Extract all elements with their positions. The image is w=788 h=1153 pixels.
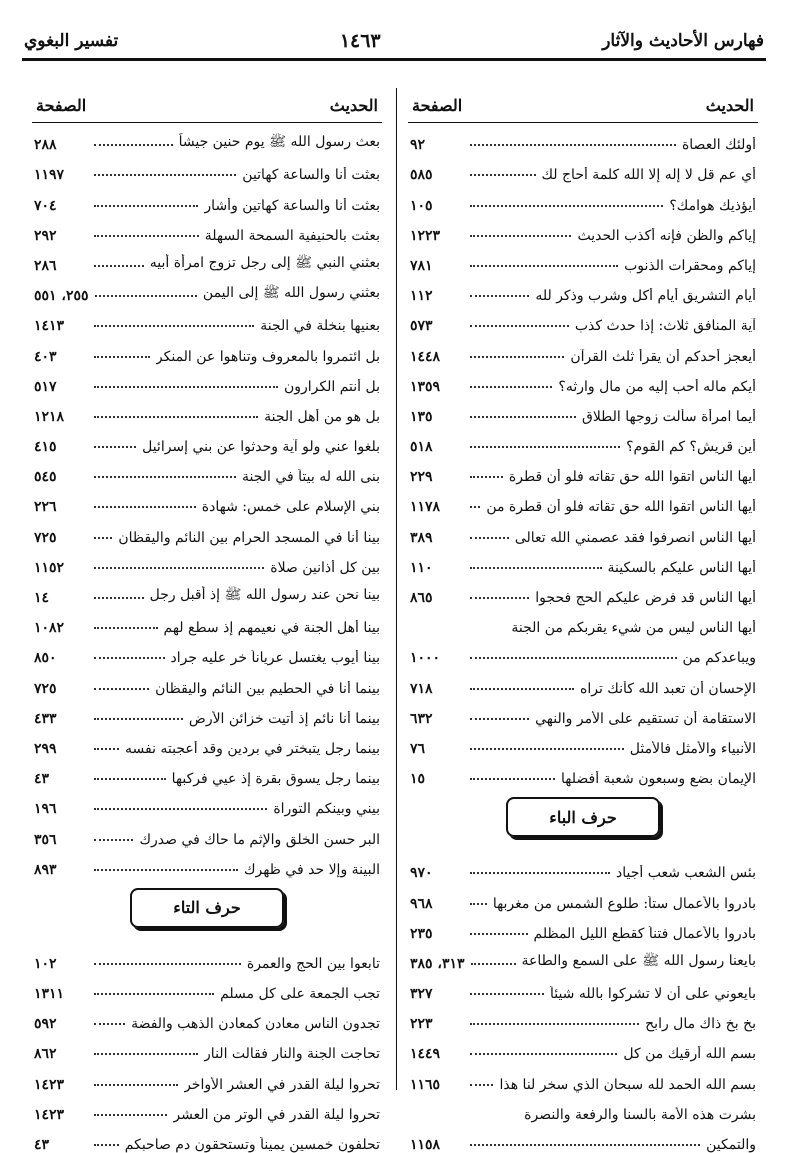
- index-entry: [408, 851, 758, 881]
- dot-leader: [94, 265, 144, 267]
- page-ref: ١١٠: [410, 559, 433, 576]
- page-ref: ١٠٢: [34, 955, 57, 972]
- index-entry: [408, 1002, 758, 1032]
- hadith-text: أيها الناس اتقوا الله حق تقاته فلو أن قطرة من: [486, 499, 756, 516]
- hadith-text: أي عم قل لا إله إلا الله كلمة أحاج لك: [541, 167, 756, 184]
- dot-leader: [94, 627, 158, 629]
- hadith-text: تحلفون خمسين يميناً وتستحقون دم صاحبكم: [124, 1137, 380, 1153]
- index-entry: [408, 395, 758, 425]
- hadith-text: أيؤذيك هوامك؟: [669, 197, 756, 214]
- index-entry: [32, 1062, 382, 1092]
- index-title: فهارس الأحاديث والآثار: [602, 31, 764, 51]
- dot-leader: [470, 993, 544, 995]
- index-entry: [32, 214, 382, 244]
- page-ref: ٢٩٢: [34, 227, 57, 244]
- page-ref: ٨٦٢: [34, 1046, 57, 1063]
- page-ref: ٤٣: [34, 1137, 50, 1153]
- column-header: [32, 88, 382, 123]
- page-ref: ٧٠٤: [34, 197, 57, 214]
- dot-leader: [470, 1084, 493, 1086]
- entry-list: [408, 851, 758, 1153]
- dot-leader: [470, 597, 529, 599]
- hadith-text: الاستقامة أن تستقيم على الأمر والنهي: [535, 710, 756, 727]
- page-number: ١٤٦٣: [339, 30, 381, 52]
- page-ref: ٧٢٥: [34, 529, 57, 546]
- dot-leader: [470, 325, 569, 327]
- dot-leader: [470, 1144, 700, 1146]
- page-ref: ١٤٤٩: [410, 1046, 441, 1063]
- index-entry: [32, 395, 382, 425]
- page-header: [24, 26, 764, 56]
- entry-list: [32, 942, 382, 1153]
- index-entry: [408, 153, 758, 183]
- dot-leader: [94, 476, 236, 478]
- page-ref: ١٩٦: [34, 801, 57, 818]
- index-entry: [408, 244, 758, 274]
- dot-leader: [470, 476, 503, 478]
- dot-leader: [94, 1114, 167, 1116]
- dot-leader: [94, 1084, 178, 1086]
- index-entry: [408, 757, 758, 787]
- page-ref: ٩٦٨: [410, 895, 433, 912]
- dot-leader: [94, 446, 136, 448]
- dot-leader: [470, 446, 620, 448]
- page-ref: ٥٤٥: [34, 469, 57, 486]
- dot-leader: [470, 506, 480, 508]
- dot-leader: [94, 1053, 198, 1055]
- index-entry: [32, 1002, 382, 1032]
- section-heading: [130, 888, 284, 928]
- index-entry: [32, 757, 382, 787]
- page-ref: ٥٧٣: [410, 318, 433, 335]
- dot-leader: [470, 1053, 617, 1055]
- page-ref: ٢٢٣: [410, 1016, 433, 1033]
- hadith-text: بينما رجل يتبختر في بردين وقد أعجبته نفسه: [125, 740, 380, 757]
- page-ref: ٤٣٣: [34, 710, 57, 727]
- hadith-text: أيكم ماله أحب إليه من مال وارثه؟: [558, 378, 756, 395]
- dot-leader: [94, 1023, 125, 1025]
- dot-leader: [94, 235, 199, 237]
- index-entry: [408, 576, 758, 606]
- index-entry: [32, 972, 382, 1002]
- hadith-text: تجب الجمعة على كل مسلم: [220, 986, 380, 1003]
- dot-leader: [94, 657, 165, 659]
- hadith-text: البر حسن الخلق والإثم ما حاك في صدرك: [139, 831, 380, 848]
- page-ref: ١٣٥: [410, 408, 433, 425]
- index-entry: [408, 546, 758, 576]
- dot-leader: [470, 174, 536, 176]
- entry-list: [408, 123, 758, 787]
- dot-leader: [94, 416, 258, 418]
- index-entry: [408, 365, 758, 395]
- index-entry: [32, 1032, 382, 1062]
- dot-leader: [94, 993, 214, 995]
- dot-leader: [470, 872, 610, 874]
- index-entry: [32, 817, 382, 847]
- page-ref: ٧٦: [410, 740, 426, 757]
- page-ref: ١٤٤٨: [410, 348, 441, 365]
- dot-leader: [94, 839, 133, 841]
- index-entry: [408, 697, 758, 727]
- page-ref: ١١٦٥: [410, 1076, 441, 1093]
- hadith-text: بسم الله الحمد لله سبحان الذي سخر لنا هذا: [499, 1076, 756, 1093]
- page-ref: ٩٧٠: [410, 865, 433, 882]
- hadith-text: آية المنافق ثلاث: إذا حدث كذب: [574, 318, 756, 335]
- index-entry: [408, 912, 758, 942]
- hadith-text: بادروا بالأعمال ستاً: طلوع الشمس من مغربها: [492, 895, 756, 912]
- page-ref: ٦٣٢: [410, 710, 433, 727]
- page-ref: ١٤٢٣: [34, 1106, 65, 1123]
- index-entry: [32, 455, 382, 485]
- dot-leader: [470, 903, 487, 905]
- index-entry: [408, 972, 758, 1002]
- index-entry: [32, 546, 382, 576]
- hadith-text: بعث رسول الله ﷺ يوم حنين جيشاً: [178, 134, 380, 151]
- hadith-text: بادروا بالأعمال فتناً كقطع الليل المظلم: [533, 925, 756, 942]
- page-ref: ٢٣٥: [410, 925, 433, 942]
- hadith-text: تابعوا بين الحج والعمرة: [246, 955, 380, 972]
- hadith-text: بخ بخ ذاك مال رابح: [645, 1016, 756, 1033]
- page-ref: ١٣٥٩: [410, 378, 441, 395]
- dot-leader: [470, 295, 529, 297]
- hadith-text: بل ائتمروا بالمعروف وتناهوا عن المنكر: [155, 348, 380, 365]
- hadith-text: الإيمان بضع وسبعون شعبة أفضلها: [561, 771, 756, 788]
- index-entry: [32, 636, 382, 666]
- page-ref: ٤٣: [34, 771, 50, 788]
- hadith-text: بينما أنا في الحطيم بين النائم واليقظان: [155, 680, 380, 697]
- book-title: تفسير البغوي: [24, 31, 119, 51]
- hadith-label: الحديث: [705, 95, 754, 115]
- index-entry: [408, 123, 758, 153]
- dot-leader: [95, 295, 197, 297]
- index-entry: [408, 274, 758, 304]
- hadith-text: بني الإسلام على خمس: شهادة: [201, 499, 380, 516]
- column-divider: [396, 88, 397, 1090]
- hadith-text: بسم الله أرقيك من كل: [623, 1046, 756, 1063]
- dot-leader: [470, 748, 624, 750]
- index-entry: [32, 576, 382, 606]
- index-entry: [408, 183, 758, 213]
- dot-leader: [470, 567, 602, 569]
- hadith-text: بعنيها بنخلة في الجنة: [260, 318, 380, 335]
- hadith-text: بينا أهل الجنة في نعيمهم إذ سطع لهم: [163, 620, 380, 637]
- page-ref: ١٤: [34, 590, 50, 606]
- dot-leader: [94, 506, 196, 508]
- hadith-text: بايعوني على أن لا تشركوا بالله شيئاً: [549, 986, 756, 1003]
- page-ref: ٢٢٩: [410, 469, 433, 486]
- index-entry: [32, 515, 382, 545]
- section-title: حرف التاء: [173, 898, 241, 918]
- page-ref: ٣٥٦: [34, 831, 57, 848]
- hadith-text: أيها الناس انصرفوا فقد عصمني الله تعالى: [514, 529, 756, 546]
- index-entry: [32, 334, 382, 364]
- dot-leader: [470, 416, 576, 418]
- header-rule: [22, 58, 766, 61]
- dot-leader: [94, 386, 278, 388]
- index-entry: [408, 304, 758, 334]
- dot-leader: [470, 688, 574, 690]
- hadith-text: تحروا ليلة القدر في العشر الأواخر: [184, 1076, 380, 1093]
- page-ref: ١١٧٨: [410, 499, 441, 516]
- dot-leader: [94, 688, 149, 690]
- page-ref: ١١٩٧: [34, 167, 65, 184]
- page-ref: ٥١٨: [410, 439, 433, 456]
- hadith-text: أيام التشريق أيام أكل وشرب وذكر لله: [535, 288, 756, 305]
- dot-leader: [470, 537, 509, 539]
- page-ref: ٥١٧: [34, 378, 57, 395]
- hadith-label: الحديث: [329, 95, 378, 115]
- index-entry: [408, 606, 758, 636]
- dot-leader: [470, 356, 564, 358]
- hadith-text: بيني وبينكم التوراة: [273, 801, 380, 818]
- index-entry: [32, 727, 382, 757]
- hadith-text: ويباعدكم من: [682, 650, 756, 667]
- index-entry: [408, 727, 758, 757]
- page-ref: ١٠٥: [410, 197, 433, 214]
- dot-leader: [94, 205, 198, 207]
- page-ref: ٧١٨: [410, 680, 433, 697]
- page-ref: ٨٦٥: [410, 590, 433, 606]
- hadith-text: أيها الناس اتقوا الله حق تقاته فلو أن قطرة: [508, 469, 756, 486]
- hadith-text: بعثت بالحنيفية السمحة السهلة: [204, 227, 380, 244]
- page-ref: ٧٨١: [410, 257, 433, 274]
- hadith-text: إياكم ومحقرات الذنوب: [624, 257, 756, 274]
- hadith-text: أيما امرأة سألت زوجها الطلاق: [581, 408, 756, 425]
- index-entry: [32, 244, 382, 274]
- dot-leader: [470, 1023, 639, 1025]
- index-entry: [408, 1032, 758, 1062]
- page-ref: ١٢١٨: [34, 408, 65, 425]
- index-entry: [32, 304, 382, 334]
- page-ref: ٢٢٦: [34, 499, 57, 516]
- page-ref: ٣٨٩: [410, 529, 433, 546]
- index-entry: [408, 881, 758, 911]
- section-title: حرف الباء: [549, 807, 617, 827]
- index-entry: [32, 485, 382, 515]
- dot-leader: [94, 963, 241, 965]
- hadith-text: بشرت هذه الأمة بالسنا والرفعة والنصرة: [524, 1106, 756, 1123]
- index-entry: [408, 1062, 758, 1092]
- hadith-text: بئس الشعب شعب أجياد: [616, 865, 756, 882]
- dot-leader: [94, 1144, 119, 1146]
- dot-leader: [94, 325, 254, 327]
- index-entry: [408, 334, 758, 364]
- right-column: [408, 88, 758, 1153]
- page-ref: ٢٩٩: [34, 740, 57, 757]
- hadith-text: أولئك العصاة: [681, 137, 756, 154]
- index-entry: [32, 274, 382, 304]
- index-entry: [32, 666, 382, 696]
- left-column: [32, 88, 382, 1153]
- index-entry: [32, 697, 382, 727]
- page-ref: ١٤٢٣: [34, 1076, 65, 1093]
- page-ref: ١٠٠٠: [410, 650, 441, 667]
- dot-leader: [470, 933, 528, 935]
- hadith-text: بعثني رسول الله ﷺ إلى اليمن: [202, 285, 380, 302]
- page-ref: ٩٢: [410, 137, 426, 154]
- hadith-text: بعثت أنا والساعة كهاتين وأشار: [204, 197, 380, 214]
- dot-leader: [94, 597, 144, 599]
- hadith-text: الأنبياء والأمثل فالأمثل: [629, 740, 756, 757]
- dot-leader: [94, 174, 236, 176]
- hadith-text: تحروا ليلة القدر في الوتر من العشر: [173, 1106, 380, 1123]
- page-ref: ١١٥٨: [410, 1137, 441, 1153]
- index-entry: [32, 787, 382, 817]
- page-ref: ٤١٥: [34, 439, 57, 456]
- dot-leader: [470, 205, 663, 207]
- hadith-text: بينا أيوب يغتسل عرياناً خر عليه جراد: [170, 650, 380, 667]
- index-entry: [32, 1093, 382, 1123]
- hadith-text: أيعجز أحدكم أن يقرأ ثلث القرآن: [570, 348, 756, 365]
- index-entry: [32, 942, 382, 972]
- page-ref: ١١٥٢: [34, 559, 65, 576]
- page-ref: ٥٩٢: [34, 1016, 57, 1033]
- page-ref: ٤٠٣: [34, 348, 57, 365]
- hadith-text: الإحسان أن تعبد الله كأنك تراه: [580, 680, 756, 697]
- page-ref: ١٥: [410, 771, 426, 788]
- hadith-text: أيها الناس قد فرض عليكم الحج فحجوا: [535, 590, 756, 606]
- page-label: الصفحة: [412, 95, 463, 115]
- hadith-text: بايعنا رسول الله ﷺ على السمع والطاعة: [521, 952, 756, 969]
- page-ref: ٢٥٥، ٥٥١: [34, 288, 89, 305]
- page-label: الصفحة: [36, 95, 87, 115]
- hadith-text: بعثني النبي ﷺ إلى رجل تزوج امرأة أبيه: [149, 254, 380, 271]
- dot-leader: [470, 778, 555, 780]
- hadith-text: إياكم والظن فإنه أكذب الحديث: [577, 227, 756, 244]
- dot-leader: [94, 356, 150, 358]
- hadith-text: بينا أنا في المسجد الحرام بين النائم واليقظان: [118, 529, 380, 546]
- page-ref: ٧٢٥: [34, 680, 57, 697]
- dot-leader: [94, 718, 183, 720]
- hadith-text: بينما أنا نائم إذ أتيت خزائن الأرض: [188, 710, 380, 727]
- dot-leader: [94, 537, 112, 539]
- page-ref: ٣٢٧: [410, 986, 433, 1003]
- index-entry: [408, 515, 758, 545]
- hadith-text: أيها الناس ليس من شيء يقربكم من الجنة: [511, 620, 756, 637]
- index-entry: [32, 183, 382, 213]
- dot-leader: [94, 778, 166, 780]
- hadith-text: بعثت أنا والساعة كهاتين: [242, 167, 380, 184]
- page-ref: ٢٨٦: [34, 257, 57, 274]
- hadith-text: بينما رجل يسوق بقرة إذ عيي فركبها: [171, 771, 380, 788]
- page-ref: ١١٢: [410, 288, 433, 305]
- index-entry: [408, 425, 758, 455]
- hadith-text: بل أنتم الكرارون: [283, 378, 380, 395]
- hadith-text: بين كل أذانين صلاة: [270, 559, 380, 576]
- index-entry: [32, 153, 382, 183]
- index-entry: [408, 942, 758, 972]
- hadith-text: أيها الناس عليكم بالسكينة: [607, 559, 756, 576]
- index-entry: [408, 455, 758, 485]
- page-ref: ١٤١٣: [34, 318, 65, 335]
- page-ref: ٥٨٥: [410, 167, 433, 184]
- index-entry: [32, 425, 382, 455]
- page-ref: ١٠٨٢: [34, 620, 65, 637]
- page-ref: ٣١٣، ٣٨٥: [410, 955, 465, 972]
- hadith-text: بنى الله له بيتاً في الجنة: [241, 469, 380, 486]
- index-entry: [408, 666, 758, 696]
- page-ref: ٨٩٣: [34, 861, 57, 878]
- index-entry: [32, 123, 382, 153]
- page-ref: ٢٨٨: [34, 137, 57, 154]
- hadith-text: البينة وإلا حد في ظهرك: [244, 861, 380, 878]
- hadith-text: بينا نحن عند رسول الله ﷺ إذ أقبل رجل: [149, 587, 380, 603]
- dot-leader: [470, 657, 677, 659]
- dot-leader: [470, 235, 571, 237]
- dot-leader: [470, 265, 618, 267]
- dot-leader: [94, 869, 238, 871]
- column-header: [408, 88, 758, 123]
- hadith-text: والتمكين: [706, 1137, 756, 1153]
- index-entry: [32, 606, 382, 636]
- index-entry: [408, 485, 758, 515]
- index-entry: [32, 365, 382, 395]
- index-entry: [408, 1123, 758, 1153]
- hadith-text: بل هو من أهل الجنة: [264, 408, 380, 425]
- page-ref: ١٣١١: [34, 986, 65, 1003]
- dot-leader: [470, 144, 676, 146]
- dot-leader: [471, 963, 516, 965]
- dot-leader: [470, 718, 529, 720]
- index-entry: [408, 214, 758, 244]
- entry-list: [32, 123, 382, 878]
- index-entry: [32, 1123, 382, 1153]
- dot-leader: [94, 144, 173, 146]
- dot-leader: [94, 748, 119, 750]
- section-heading: [506, 797, 660, 837]
- index-entry: [408, 636, 758, 666]
- dot-leader: [94, 808, 267, 810]
- index-entry: [408, 1093, 758, 1123]
- index-entry: [32, 848, 382, 878]
- hadith-text: تجدون الناس معادن كمعادن الذهب والفضة: [131, 1016, 380, 1033]
- page-ref: ٨٥٠: [34, 650, 57, 667]
- hadith-text: أين قريش؟ كم القوم؟: [626, 439, 756, 456]
- hadith-text: بلغوا عني ولو آية وحدثوا عن بني إسرائيل: [142, 439, 380, 456]
- dot-leader: [470, 386, 552, 388]
- hadith-text: تحاجت الجنة والنار فقالت النار: [204, 1046, 380, 1063]
- page-ref: ١٢٢٣: [410, 227, 441, 244]
- dot-leader: [94, 567, 264, 569]
